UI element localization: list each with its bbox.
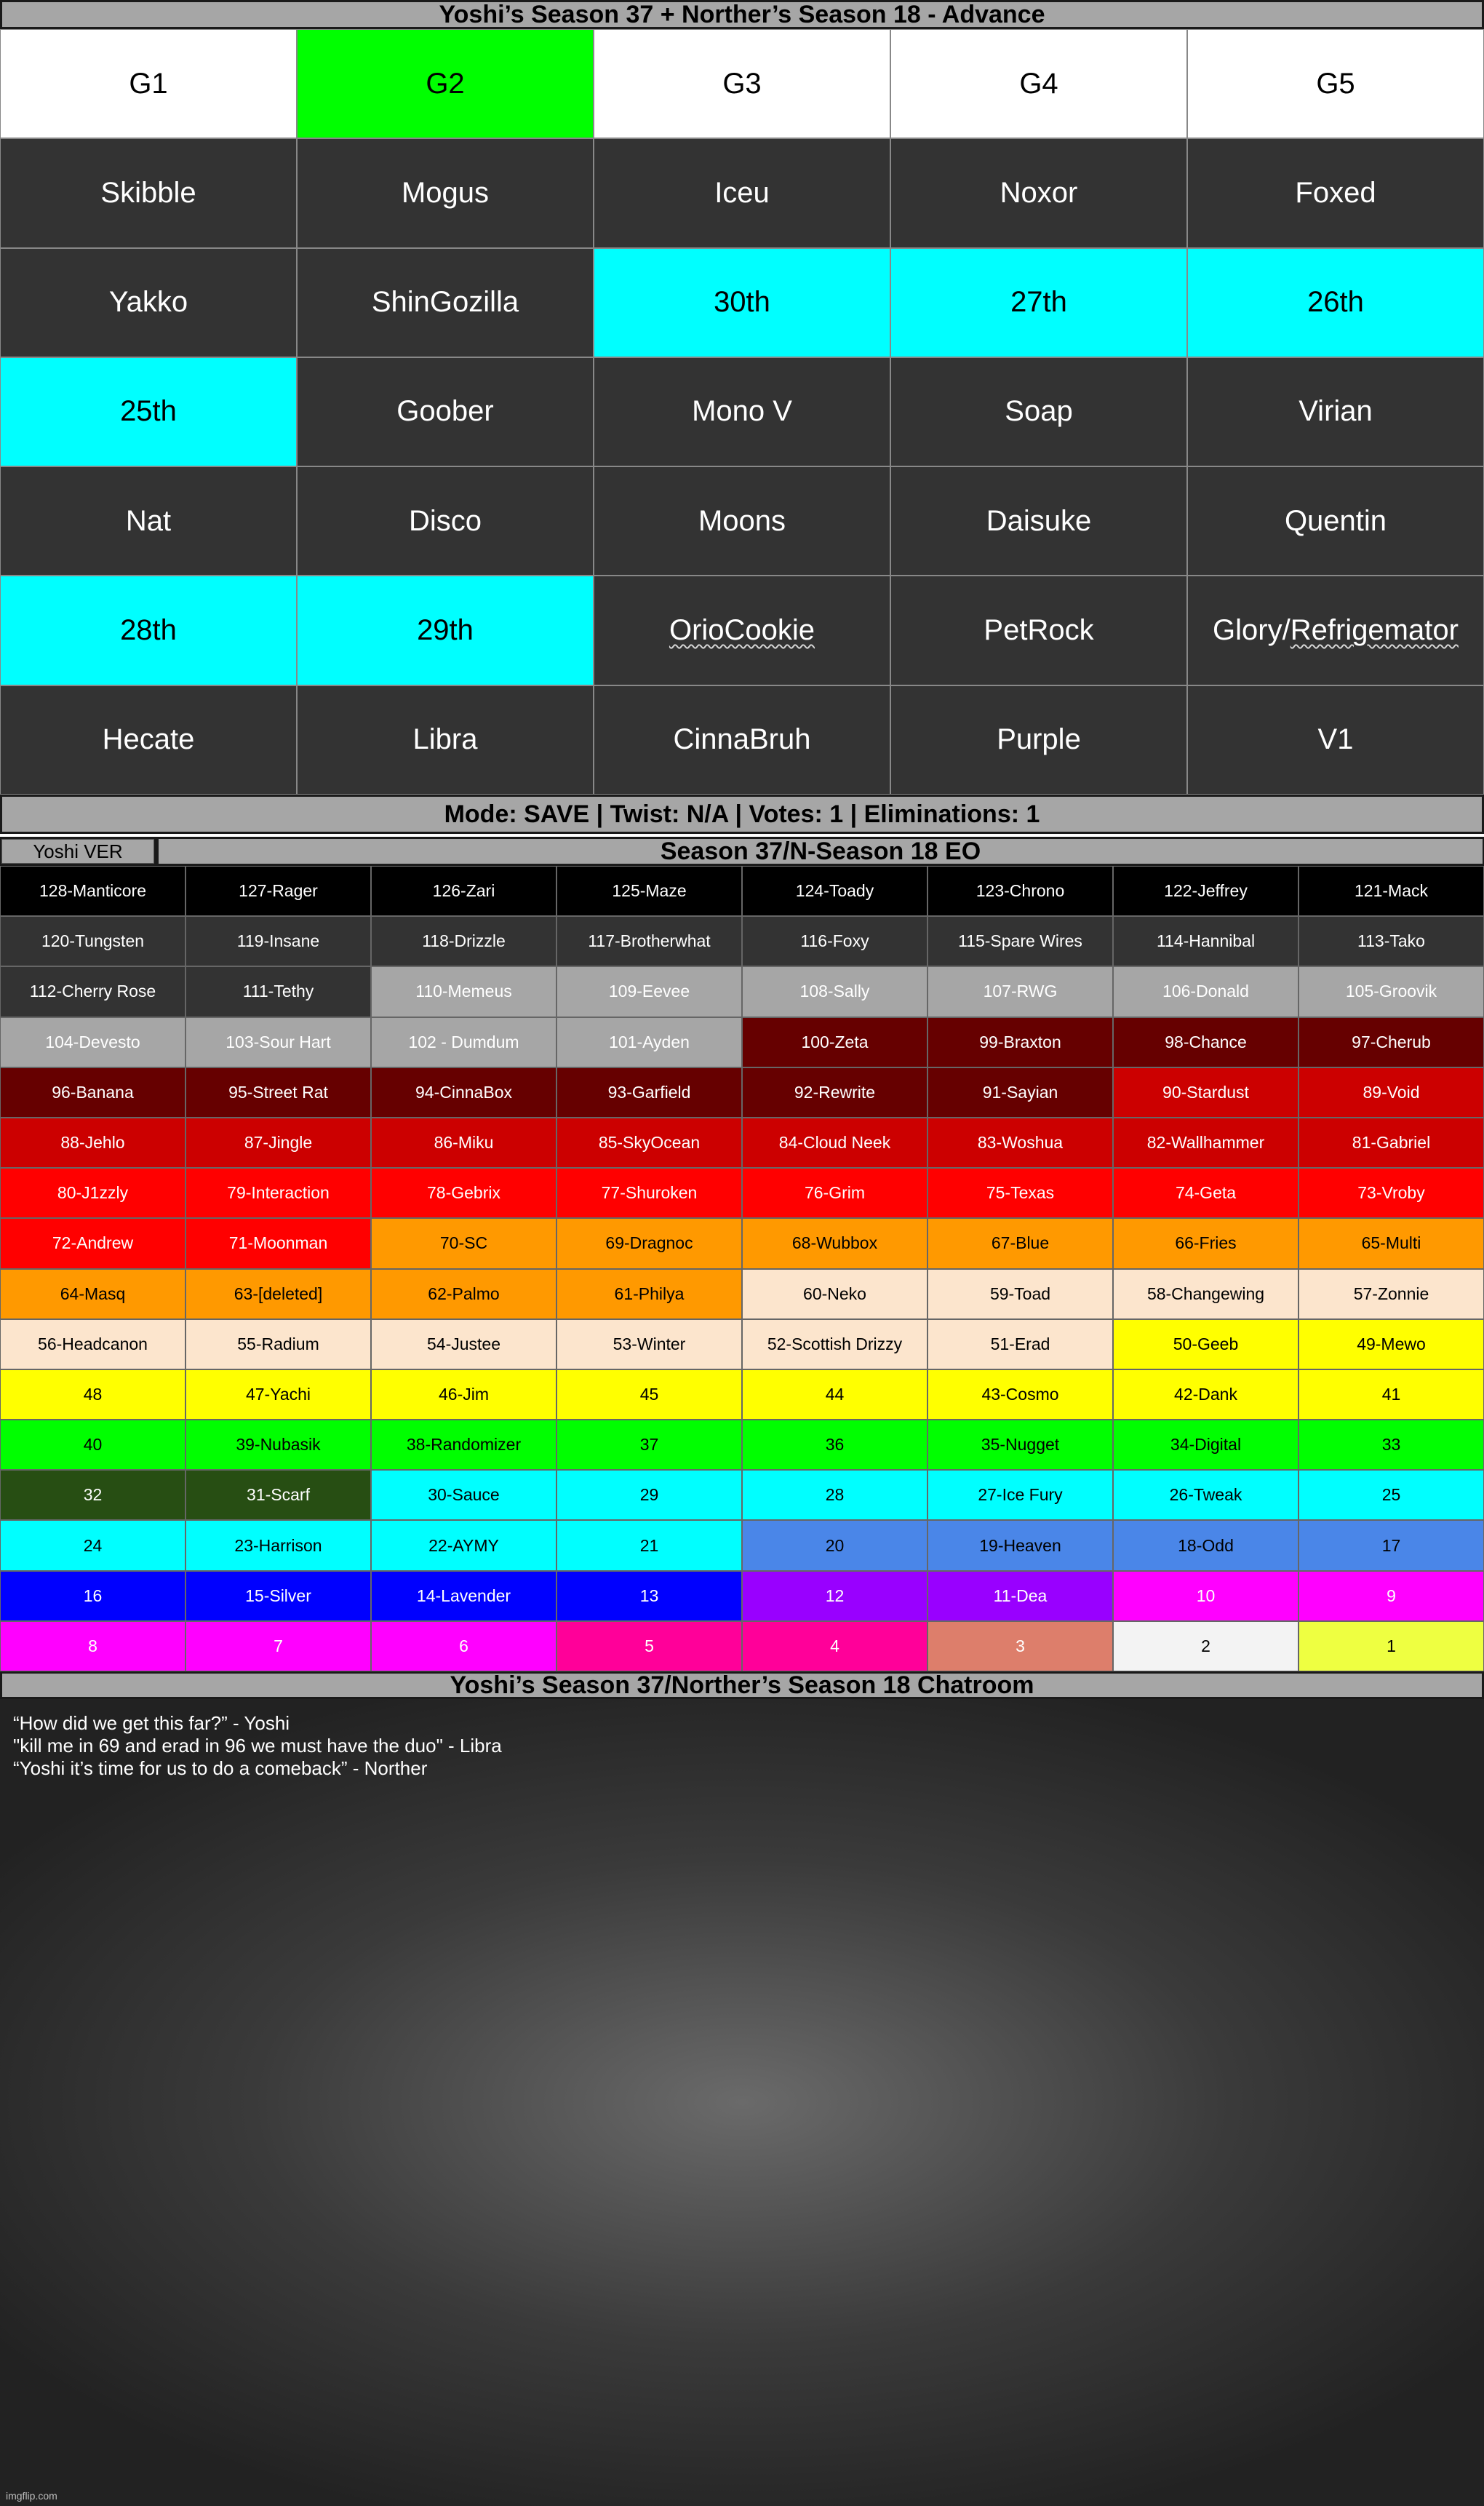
group-cell [0, 357, 297, 466]
group-cell [890, 248, 1187, 357]
eo-cell: 107-RWG [928, 966, 1113, 1017]
eo-cell: 57-Zonnie [1298, 1269, 1484, 1319]
eo-cell: 96-Banana [0, 1067, 186, 1118]
eo-cell: 99-Braxton [928, 1017, 1113, 1067]
eo-cell: 102 - Dumdum [371, 1017, 556, 1067]
group-cell-text: 27th [1010, 286, 1067, 319]
eo-cell: 58-Changewing [1113, 1269, 1298, 1319]
group-cell-text: Soap [1005, 395, 1073, 428]
eo-cell: 9 [1298, 1571, 1484, 1621]
eo-cell: 84-Cloud Neek [742, 1118, 928, 1168]
elimination-order-grid [0, 866, 1484, 1671]
eo-cell: 59-Toad [928, 1269, 1113, 1319]
eo-cell: 73-Vroby [1298, 1168, 1484, 1218]
group-cell-text: PetRock [984, 614, 1094, 647]
group-cell-text: 29th [417, 614, 474, 647]
group-cell [594, 248, 890, 357]
eo-cell: 69-Dragnoc [556, 1218, 742, 1268]
eo-cell: 77-Shuroken [556, 1168, 742, 1218]
eo-cell: 108-Sally [742, 966, 928, 1017]
group-cell-text: Goober [396, 395, 494, 428]
eo-cell: 27-Ice Fury [928, 1470, 1113, 1520]
group-cell-text: G1 [129, 67, 168, 100]
eo-cell: 13 [556, 1571, 742, 1621]
eo-cell: 76-Grim [742, 1168, 928, 1218]
eo-cell: 48 [0, 1369, 186, 1420]
eo-cell: 50-Geeb [1113, 1319, 1298, 1369]
eo-cell: 15-Silver [186, 1571, 371, 1621]
eo-cell: 35-Nugget [928, 1420, 1113, 1470]
group-cell-text: Skibble [100, 176, 196, 209]
group-cell-text: Mogus [401, 176, 490, 209]
eo-cell: 64-Masq [0, 1269, 186, 1319]
group-cell [594, 685, 890, 795]
eo-cell: 113-Tako [1298, 916, 1484, 966]
group-cell [297, 138, 594, 247]
chat-line: “How did we get this far?” - Yoshi [13, 1712, 290, 1734]
group-cell [297, 248, 594, 357]
eo-cell: 24 [0, 1520, 186, 1570]
eo-cell: 31-Scarf [186, 1470, 371, 1520]
watermark: imgflip.com [6, 2490, 57, 2502]
group-cell-text: Moons [698, 504, 786, 537]
mode-status-bar: Mode: SAVE | Twist: N/A | Votes: 1 | Eliminations: 1 [0, 795, 1484, 834]
eo-cell: 43-Cosmo [928, 1369, 1113, 1420]
group-cell [0, 685, 297, 795]
group-cell-text: Iceu [714, 176, 770, 209]
eo-cell: 25 [1298, 1470, 1484, 1520]
eo-cell: 65-Multi [1298, 1218, 1484, 1268]
eo-cell: 30-Sauce [371, 1470, 556, 1520]
eo-cell: 42-Dank [1113, 1369, 1298, 1420]
eo-cell: 93-Garfield [556, 1067, 742, 1118]
eo-cell: 122-Jeffrey [1113, 866, 1298, 916]
group-header [890, 29, 1187, 138]
eo-cell: 19-Heaven [928, 1520, 1113, 1570]
eo-cell: 116-Foxy [742, 916, 928, 966]
eo-cell: 127-Rager [186, 866, 371, 916]
eo-cell: 26-Tweak [1113, 1470, 1298, 1520]
chatroom-title-text: Yoshi’s Season 37/Norther’s Season 18 Chatroom [450, 1671, 1034, 1699]
eo-cell: 94-CinnaBox [371, 1067, 556, 1118]
chat-line: “Yoshi it’s time for us to do a comeback” - Norther [13, 1757, 428, 1779]
eo-cell: 52-Scottish Drizzy [742, 1319, 928, 1369]
eo-cell: 51-Erad [928, 1319, 1113, 1369]
eo-cell: 53-Winter [556, 1319, 742, 1369]
eo-cell: 119-Insane [186, 916, 371, 966]
group-cell-text: Daisuke [986, 504, 1092, 537]
eo-cell: 17 [1298, 1520, 1484, 1570]
group-cell-text: 28th [120, 614, 177, 647]
group-cell-text: G2 [426, 67, 465, 100]
eo-cell: 71-Moonman [186, 1218, 371, 1268]
group-cell-text: Quentin [1284, 504, 1387, 537]
eo-cell: 38-Randomizer [371, 1420, 556, 1470]
eo-cell: 100-Zeta [742, 1017, 928, 1067]
eo-cell: 21 [556, 1520, 742, 1570]
group-header [1187, 29, 1484, 138]
eo-cell: 34-Digital [1113, 1420, 1298, 1470]
eo-cell: 36 [742, 1420, 928, 1470]
group-cell [0, 466, 297, 576]
page-title: Yoshi’s Season 37 + Norther’s Season 18 - Advance [0, 0, 1484, 29]
group-cell-text: Disco [408, 504, 482, 537]
group-cell [890, 576, 1187, 685]
eo-cell: 23-Harrison [186, 1520, 371, 1570]
group-cell [0, 138, 297, 247]
eo-cell: 104-Devesto [0, 1017, 186, 1067]
group-cell [890, 685, 1187, 795]
group-cell-text: CinnaBruh [673, 723, 811, 756]
eo-cell: 20 [742, 1520, 928, 1570]
eo-cell: 47-Yachi [186, 1369, 371, 1420]
group-cell-text: 25th [120, 395, 177, 428]
eo-cell: 44 [742, 1369, 928, 1420]
group-cell [890, 357, 1187, 466]
chat-line: "kill me in 69 and erad in 96 we must have the duo" - Libra [13, 1735, 502, 1757]
group-cell-text: OrioCookie [669, 614, 815, 647]
eo-cell: 88-Jehlo [0, 1118, 186, 1168]
group-cell [1187, 138, 1484, 247]
group-cell-text: Glory/Refrigemator [1213, 614, 1459, 647]
group-cell [297, 685, 594, 795]
group-cell [1187, 248, 1484, 357]
eo-cell: 12 [742, 1571, 928, 1621]
eo-cell: 110-Memeus [371, 966, 556, 1017]
eo-cell: 32 [0, 1470, 186, 1520]
group-cell-text: Yakko [108, 286, 188, 319]
group-cell [297, 466, 594, 576]
group-cell-text: Purple [997, 723, 1081, 756]
eo-cell: 95-Street Rat [186, 1067, 371, 1118]
eo-cell: 87-Jingle [186, 1118, 371, 1168]
group-cell [890, 138, 1187, 247]
eo-cell: 118-Drizzle [371, 916, 556, 966]
group-cell-text: Virian [1298, 395, 1373, 428]
eo-cell: 92-Rewrite [742, 1067, 928, 1118]
eo-cell: 5 [556, 1621, 742, 1671]
eo-cell: 124-Toady [742, 866, 928, 916]
group-header [0, 29, 297, 138]
group-cell-text: ShinGozilla [371, 286, 519, 319]
eo-cell: 49-Mewo [1298, 1319, 1484, 1369]
eo-cell: 79-Interaction [186, 1168, 371, 1218]
eo-cell: 8 [0, 1621, 186, 1671]
eo-cell: 62-Palmo [371, 1269, 556, 1319]
eo-cell: 120-Tungsten [0, 916, 186, 966]
eo-cell: 90-Stardust [1113, 1067, 1298, 1118]
eo-cell: 106-Donald [1113, 966, 1298, 1017]
group-cell-text: G5 [1316, 67, 1355, 100]
group-cell [1187, 466, 1484, 576]
group-cell-text: Mono V [692, 395, 792, 428]
eo-cell: 41 [1298, 1369, 1484, 1420]
eo-cell: 70-SC [371, 1218, 556, 1268]
eo-cell: 74-Geta [1113, 1168, 1298, 1218]
group-cell-text: G4 [1019, 67, 1058, 100]
group-cell-text: 26th [1307, 286, 1364, 319]
group-cell [594, 357, 890, 466]
eo-cell: 86-Miku [371, 1118, 556, 1168]
eo-cell: 68-Wubbox [742, 1218, 928, 1268]
eo-cell: 78-Gebrix [371, 1168, 556, 1218]
eo-cell: 125-Maze [556, 866, 742, 916]
group-cell-text: Hecate [102, 723, 195, 756]
group-cell-text: Noxor [1000, 176, 1078, 209]
chatroom-area [0, 1699, 1484, 2506]
eo-cell: 98-Chance [1113, 1017, 1298, 1067]
eo-cell: 16 [0, 1571, 186, 1621]
chat-lines [13, 1712, 502, 1780]
eo-cell: 126-Zari [371, 866, 556, 916]
group-cell [1187, 685, 1484, 795]
eo-cell: 83-Woshua [928, 1118, 1113, 1168]
eo-cell: 55-Radium [186, 1319, 371, 1369]
group-cell [0, 576, 297, 685]
eo-cell: 60-Neko [742, 1269, 928, 1319]
eo-cell: 103-Sour Hart [186, 1017, 371, 1067]
eo-cell: 81-Gabriel [1298, 1118, 1484, 1168]
group-cell-text: 30th [714, 286, 770, 319]
eo-cell: 10 [1113, 1571, 1298, 1621]
eo-cell: 14-Lavender [371, 1571, 556, 1621]
chatroom-title [0, 1671, 1484, 1699]
group-cell-text: Libra [412, 723, 478, 756]
eo-cell: 123-Chrono [928, 866, 1113, 916]
eo-cell: 29 [556, 1470, 742, 1520]
eo-cell: 72-Andrew [0, 1218, 186, 1268]
eo-cell: 111-Tethy [186, 966, 371, 1017]
eo-cell: 54-Justee [371, 1319, 556, 1369]
eo-cell: 6 [371, 1621, 556, 1671]
eo-cell: 109-Eevee [556, 966, 742, 1017]
eo-cell: 67-Blue [928, 1218, 1113, 1268]
group-cell-text: Foxed [1295, 176, 1376, 209]
eo-cell: 7 [186, 1621, 371, 1671]
group-cell [297, 357, 594, 466]
eo-cell: 45 [556, 1369, 742, 1420]
version-label: Yoshi VER [1, 839, 154, 864]
eo-cell: 115-Spare Wires [928, 916, 1113, 966]
eo-cell: 28 [742, 1470, 928, 1520]
eo-cell: 1 [1298, 1621, 1484, 1671]
group-cell [890, 466, 1187, 576]
eo-cell: 39-Nubasik [186, 1420, 371, 1470]
group-grid [0, 29, 1484, 795]
eo-cell: 101-Ayden [556, 1017, 742, 1067]
eo-cell: 22-AYMY [371, 1520, 556, 1570]
eo-cell: 63-[deleted] [186, 1269, 371, 1319]
eo-cell: 46-Jim [371, 1369, 556, 1420]
group-cell [1187, 357, 1484, 466]
eo-cell: 66-Fries [1113, 1218, 1298, 1268]
group-header [297, 29, 594, 138]
eo-cell: 37 [556, 1420, 742, 1470]
eo-cell: 85-SkyOcean [556, 1118, 742, 1168]
eo-cell: 11-Dea [928, 1571, 1113, 1621]
eo-cell: 3 [928, 1621, 1113, 1671]
eo-cell: 33 [1298, 1420, 1484, 1470]
group-cell [594, 576, 890, 685]
group-cell-text: V1 [1317, 723, 1354, 756]
group-cell-text: Nat [125, 504, 172, 537]
eo-cell: 61-Philya [556, 1269, 742, 1319]
group-cell [297, 576, 594, 685]
eo-cell: 117-Brotherwhat [556, 916, 742, 966]
group-header [594, 29, 890, 138]
eo-cell: 2 [1113, 1621, 1298, 1671]
group-cell-text: G3 [722, 67, 762, 100]
eo-cell: 112-Cherry Rose [0, 966, 186, 1017]
group-cell [0, 248, 297, 357]
group-cell [594, 466, 890, 576]
eo-cell: 91-Sayian [928, 1067, 1113, 1118]
eo-cell: 18-Odd [1113, 1520, 1298, 1570]
eo-cell: 128-Manticore [0, 866, 186, 916]
eo-cell: 114-Hannibal [1113, 916, 1298, 966]
group-cell [1187, 576, 1484, 685]
eo-cell: 97-Cherub [1298, 1017, 1484, 1067]
eo-cell: 89-Void [1298, 1067, 1484, 1118]
eo-title: Season 37/N-Season 18 EO [159, 839, 1483, 864]
eo-cell: 121-Mack [1298, 866, 1484, 916]
eo-cell: 75-Texas [928, 1168, 1113, 1218]
eo-cell: 40 [0, 1420, 186, 1470]
eo-cell: 4 [742, 1621, 928, 1671]
eo-cell: 80-J1zzly [0, 1168, 186, 1218]
group-cell [594, 138, 890, 247]
eo-cell: 105-Groovik [1298, 966, 1484, 1017]
eo-cell: 56-Headcanon [0, 1319, 186, 1369]
eo-cell: 82-Wallhammer [1113, 1118, 1298, 1168]
